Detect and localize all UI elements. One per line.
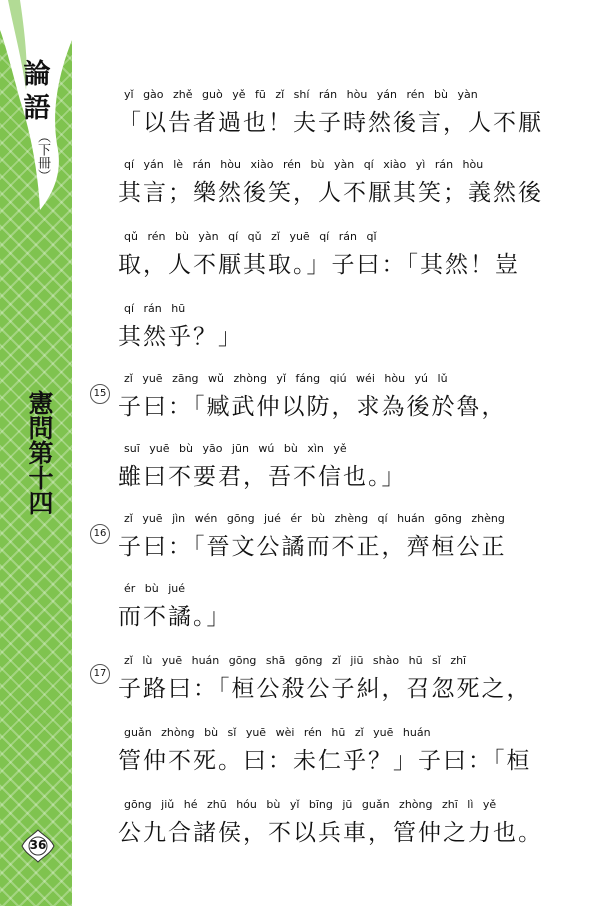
book-title-char-1: 論 <box>23 59 51 90</box>
pinyin-line: qǔ rén bù yàn qí qǔ zǐ yuē qí rán qǐ <box>124 230 377 243</box>
verse-number-17: 17 <box>90 664 110 684</box>
verse-number-16: 16 <box>90 524 110 544</box>
chinese-line: 其言；樂然後笑，人不厭其笑；義然後 <box>118 180 543 206</box>
chinese-line: 子曰：「臧武仲以防，求為後於魯， <box>118 394 507 420</box>
chinese-line: 而不譎。」 <box>118 604 232 630</box>
pinyin-line: yǐ gào zhě guò yě fū zǐ shí rán hòu yán rén bù yàn <box>124 88 478 101</box>
pinyin-line: guǎn zhòng bù sǐ yuē wèi rén hū zǐ yuē huán <box>124 726 431 739</box>
pinyin-line: gōng jiǔ hé zhū hóu bù yǐ bīng jū guǎn zhòng zhī lì yě <box>124 798 497 811</box>
sidebar <box>0 0 72 906</box>
pinyin-line: suī yuē bù yāo jūn wú bù xìn yě <box>124 442 347 455</box>
chinese-line: 管仲不死。曰：未仁乎？」子曰：「桓 <box>118 748 532 774</box>
pinyin-line: qí yán lè rán hòu xiào rén bù yàn qí xiào yì rán hòu <box>124 158 484 171</box>
chinese-line: 子路曰：「桓公殺公子糾，召忽死之， <box>118 676 532 702</box>
chinese-line: 其然乎？」 <box>118 324 243 350</box>
chinese-line: 雖曰不要君，吾不信也。」 <box>118 464 407 490</box>
pinyin-line: zǐ lù yuē huán gōng shā gōng zǐ jiū shào hū sǐ zhī <box>124 654 467 667</box>
book-title <box>14 58 60 126</box>
chinese-line: 子曰：「晉文公譎而不正，齊桓公正 <box>118 534 507 560</box>
chapter-title: 憲問第十四 <box>25 390 54 515</box>
chinese-line: 公九合諸侯，不以兵車，管仲之力也。 <box>118 820 543 846</box>
chinese-line: 「以告者過也！夫子時然後言，人不厭 <box>118 110 543 136</box>
chinese-line: 取，人不厭其取。」子曰：「其然！豈 <box>118 252 520 278</box>
verse-number-15: 15 <box>90 384 110 404</box>
pinyin-line: zǐ yuē jìn wén gōng jué ér bù zhèng qí huán gōng zhèng <box>124 512 505 525</box>
book-title-char-2: 語 <box>23 93 51 124</box>
page-number: 36 <box>29 838 47 852</box>
book-volume: （下冊） <box>35 130 50 182</box>
page-number-badge <box>20 828 56 864</box>
pinyin-line: ér bù jué <box>124 582 186 595</box>
pinyin-line: zǐ yuē zāng wǔ zhòng yǐ fáng qiú wéi hòu yú lǔ <box>124 372 448 385</box>
pinyin-line: qí rán hū <box>124 302 186 315</box>
